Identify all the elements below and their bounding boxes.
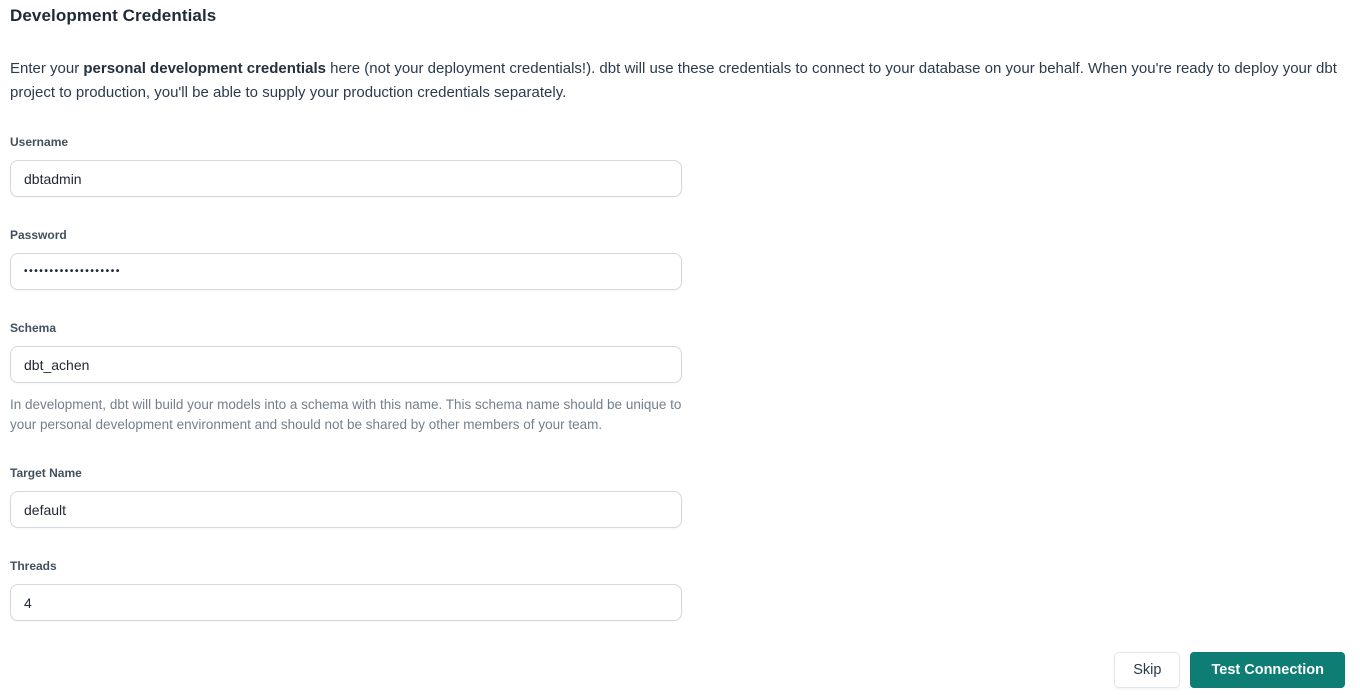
intro-bold: personal development credentials	[83, 60, 326, 77]
username-label: Username	[10, 135, 69, 149]
schema-field-group	[10, 321, 1345, 435]
target-name-field-group	[10, 466, 1345, 528]
credentials-form	[10, 135, 1345, 652]
intro-prefix: Enter your	[10, 60, 84, 77]
page-title: Development Credentials	[10, 6, 217, 25]
schema-input[interactable]	[10, 346, 682, 383]
test-connection-button[interactable]: Test Connection	[1190, 652, 1345, 688]
target-name-input[interactable]	[10, 491, 682, 528]
skip-button[interactable]: Skip	[1114, 652, 1180, 688]
schema-label: Schema	[10, 321, 57, 335]
schema-help-text: In development, dbt will build your models into a schema with this name. This schema name should be unique to your personal development environment and should not be shared by other members of your team.	[10, 397, 682, 432]
threads-label: Threads	[10, 559, 57, 573]
target-name-label: Target Name	[10, 466, 82, 480]
password-field-group	[10, 228, 1345, 290]
intro-suffix: here (not your deployment credentials!). dbt will use these credentials to connect to your database on your behalf. When you're ready to deploy your dbt project to production, you'll be able to supply your production credentials separately.	[10, 60, 1337, 101]
username-input[interactable]	[10, 160, 682, 197]
username-field-group	[10, 135, 1345, 197]
threads-input[interactable]	[10, 584, 682, 621]
footer-actions	[10, 652, 1345, 695]
password-label: Password	[10, 228, 67, 242]
threads-field-group	[10, 559, 1345, 621]
password-input[interactable]	[10, 253, 682, 290]
intro-paragraph	[10, 57, 1342, 105]
